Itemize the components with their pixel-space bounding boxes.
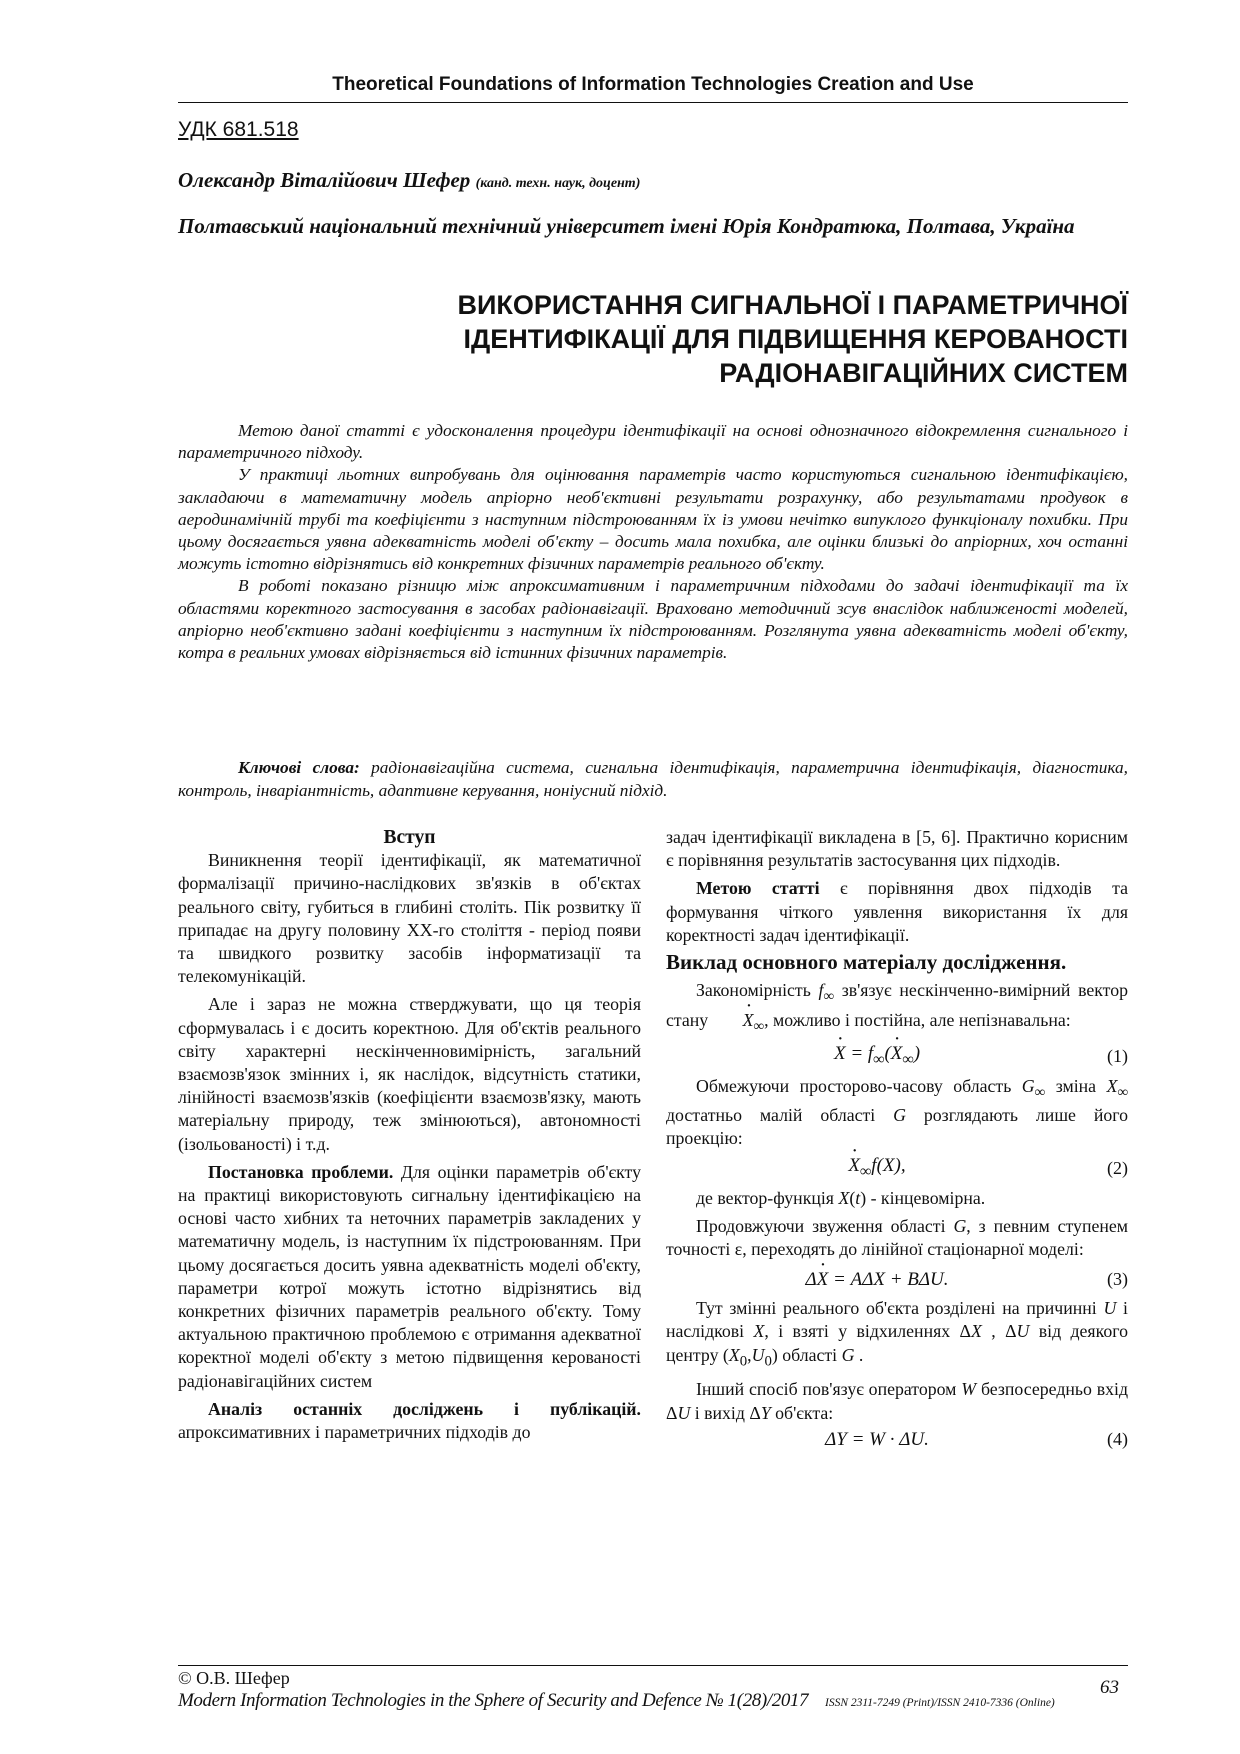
body-paragraph: Аналіз останніх досліджень і публікацій. апроксимативних і параметричних підходів до [178,1398,641,1443]
abstract [178,420,1128,664]
inline-heading: Постановка проблеми. [208,1161,394,1182]
title-line: РАДІОНАВІГАЦІЙНИХ СИСТЕМ [719,358,1128,388]
title-line: ІДЕНТИФІКАЦІЇ ДЛЯ ПІДВИЩЕННЯ КЕРОВАНОСТІ [463,324,1128,354]
body-paragraph: Закономірність $f_\infty$ зв'язує нескінченно-вимірний вектор стану · $X_\infty$, можливо і постійна, але непізнавальна: [666,979,1128,1039]
inline-heading: Метою статті [696,878,820,899]
keywords-text: радіонавігаційна система, сигнальна ідентифікація, параметрична ідентифікація, діагностика, контроль, інваріантність, адаптивне керування, ноніусний підхід. [178,758,1128,800]
author-name: Олександр Віталійович Шефер [178,168,471,192]
abstract-paragraph: В роботі показано різницю між апроксимативним і параметричним підходами до задачі ідентифікації та їх областями коректного застосування в засобах радіонавігації. Враховано методичний зсув внаслідок наближеності моделей, апріорно необ'єктивно задані коефіцієнти з наступним їх підстроюванням. Розглянута уявна адекватність моделі об'єкту, котра в реальних умовах відрізняється від істинних фізичних параметрів. [178,576,1128,663]
body-paragraph: Тут змінні реального об'єкта розділені на причинні U і наслідкові X, і взяті у відхиленнях ΔX , ΔU від деякого центру $(X_0,U_0)$ області G . [666,1298,1128,1370]
paper-title [360,288,1128,390]
inline-heading: Аналіз останніх досліджень і публікацій. [208,1398,641,1419]
formula-number: (4) [1107,1429,1128,1450]
body-paragraph: Інший спосіб пов'язує оператором W безпосередньо вхід ΔU і вихід ΔY об'єкта: [666,1379,1128,1423]
formula-number: (3) [1107,1268,1128,1289]
body-paragraph: Обмежуючи просторово-часову область $G_\infty$ зміна $X_\infty$ достатньо малій області G розглядають лише його проекцію: [666,1075,1129,1149]
keywords-label: Ключові слова: [238,758,360,777]
body-paragraph: Постановка проблеми. Для оцінки параметрів об'єкту на практиці використовують сигнальну ідентифікацією на основі часто хибних та неточних параметрів закладених у математичну модель, із наступним їх підстроюванням. При цьому досягається досить уявна адекватність моделі об'єкту, параметри котрої можуть істотно відрізнятись від конкретних фізичних параметрів реального об'єкту. Тому актуальною практичною проблемою є отримання адекватної коректної моделі об'єкту з метою підвищення керованості радіонавігаційних систем [178,1161,641,1391]
keywords [178,756,1128,802]
abstract-paragraph: Метою даної статті є удосконалення процедури ідентифікації на основі однозначного відокремлення сигнального і параметричного підходу. [178,421,1128,463]
section-heading-intro: Вступ [383,827,436,848]
body-paragraph: задач ідентифікації викладена в [5, 6]. Практично корисним є порівняння результатів застосування цих підходів. [666,827,1128,871]
abstract-paragraph: У практиці льотних випробувань для оцінювання параметрів часто користуються сигнальною ідентифікацією, закладаючи в математичну модель апріорно необ'єктивні результати розрахунку, або результатами продувок в аеродинамічній трубі та коефіцієнти з наступним підстроюванням їх із умови нечітко випуклого функціоналу похибки. При цьому досягається уявна адекватність моделі об'єкту – досить мала похибка, але оцінки близькі до апріорних, хоч останні можуть істотно відрізнятись від конкретних фізичних параметрів реального об'єкту. [178,465,1128,574]
formula-4: ΔY = W · ΔU. (4) [825,1429,1128,1451]
formula-number: (2) [1107,1158,1128,1179]
journal-footer: Modern Information Technologies in the Sphere of Security and Defence № 1(28)/2017 [178,1690,809,1711]
right-column [666,826,1128,1455]
formula-3: Δ· X = AΔX + BΔU. (3) [666,1263,1128,1295]
issn: ISSN 2311-7249 (Print)/ISSN 2410-7336 (Online) [825,1697,1055,1709]
page-number: 63 [1100,1677,1119,1698]
formula-number: (1) [1107,1045,1128,1066]
title-line: ВИКОРИСТАННЯ СИГНАЛЬНОЇ І ПАРАМЕТРИЧНОЇ [457,290,1128,320]
body-paragraph: Але і зараз не можна стверджувати, що ця теорія сформувалась і є досить коректною. Для об'єктів реального світу характерні нескінченновимірність, загальний взаємозв'язок змінних і, як наслідок, відсутність статики, лінійності взаємозв'язків (коефіцієнти взаємозв'язку, мають матеріальну природу, теж змінюються), автономності (ізольованості) і т.д. [178,994,641,1154]
copyright: © О.В. Шефер [178,1668,290,1688]
author-affiliation: Полтавський національний технічний університет імені Юрія Кондратюка, Полтава, Україна [178,214,1075,238]
udk-code: УДК 681.518 [178,118,299,141]
section-heading-main: Виклад основного матеріалу дослідження. [666,950,1067,975]
body-paragraph: Метою статті є порівняння двох підходів та формування чіткого уявлення використання їх для коректності задач ідентифікації. [666,878,1129,945]
author-credentials: (канд. техн. наук, доцент) [475,176,641,191]
formula-1: · $X = f_\infty(\cdot X_\infty)$ (1) [666,1041,1128,1073]
body-paragraph: де вектор-функція X(t) - кінцевомірна. [696,1187,986,1208]
body-paragraph: Виникнення теорії ідентифікації, як математичної формалізації причино-наслідкових зв'язків в об'єктах реального світу, губиться в глибині століть. Пік розвитку її припадає на другу половину XX-го століття - період появи та швидкого розвитку засобів інформатизації та телекомунікацій. [178,850,641,987]
formula-2: · $X_\infty f(X)$, (2) [666,1153,1128,1185]
journal-header: Theoretical Foundations of Information Technologies Creation and Use [332,74,974,95]
left-column [178,826,641,1444]
footer-rule [178,1665,1128,1666]
author-line [178,168,1128,193]
body-paragraph: Продовжуючи звуження області G, з певним ступенем точності ε, переходять до лінійної стаціонарної моделі: [666,1215,1129,1260]
header-rule [178,102,1128,103]
